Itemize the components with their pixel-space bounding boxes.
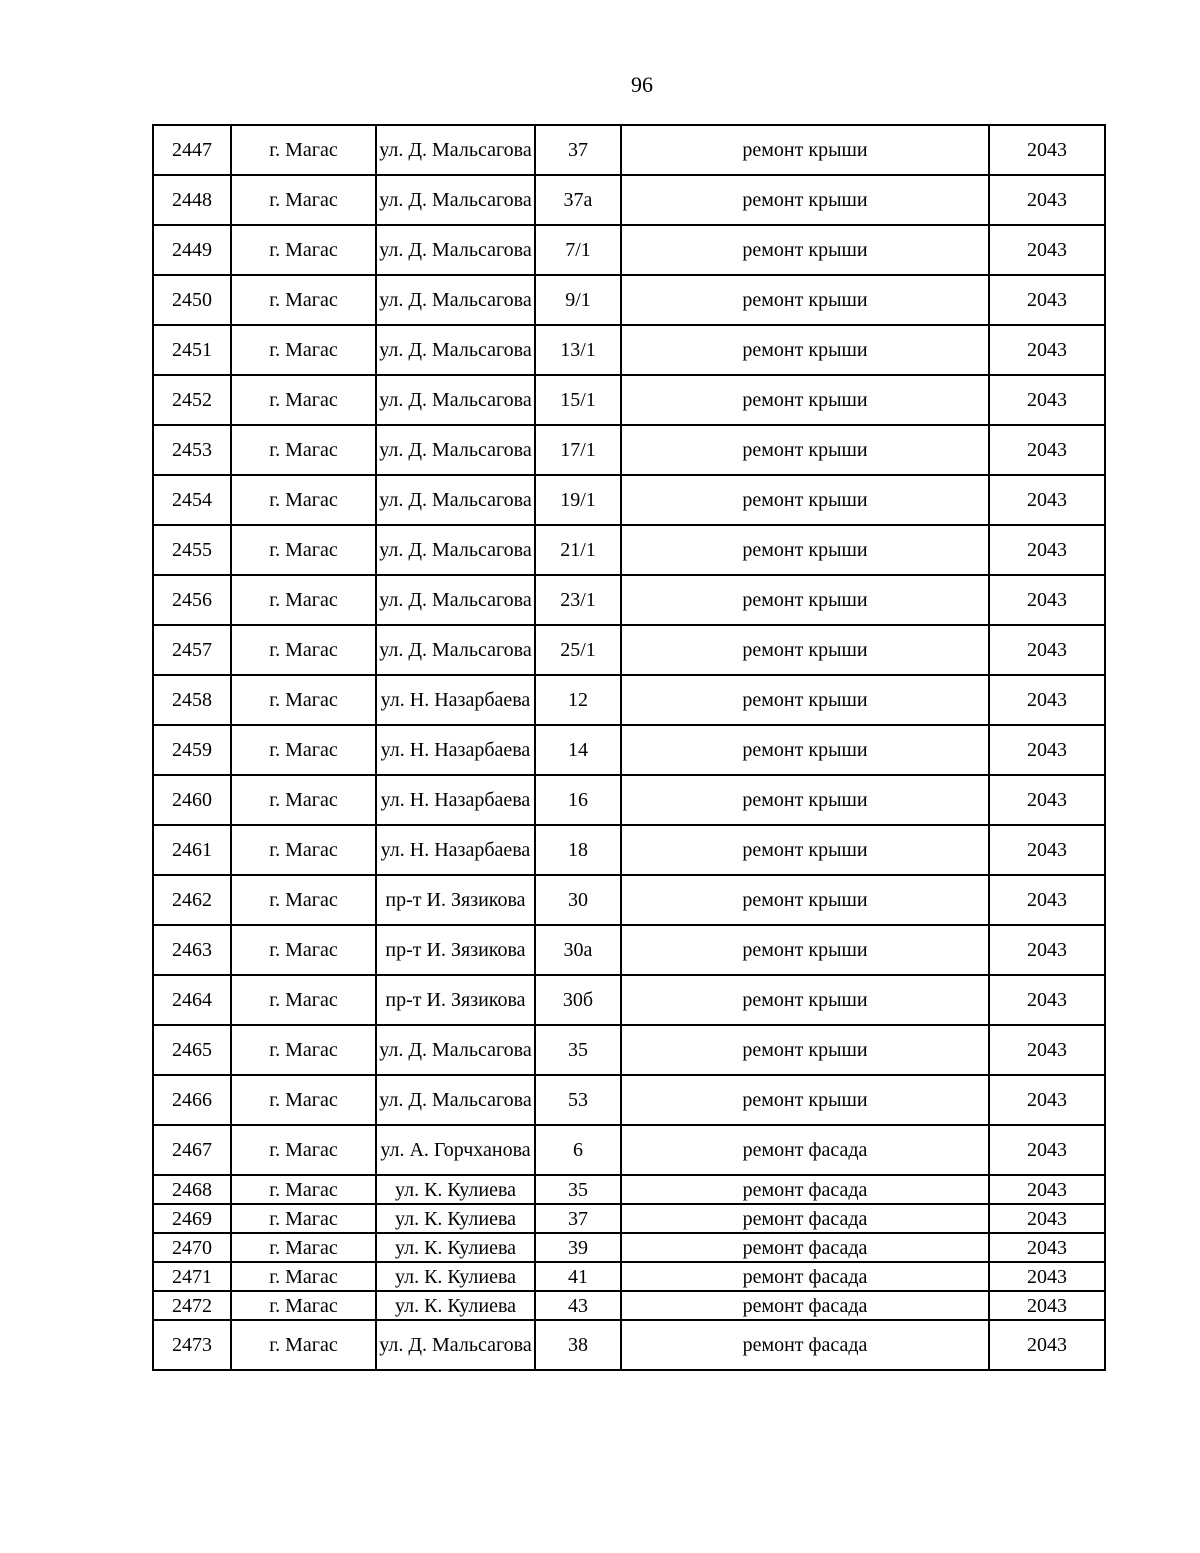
city-cell: г. Магас <box>231 1204 376 1233</box>
street-cell: ул. К. Кулиева <box>376 1233 535 1262</box>
street-cell: ул. Д. Мальсагова <box>376 525 535 575</box>
year-cell: 2043 <box>989 425 1105 475</box>
table-row <box>153 525 1105 575</box>
row-number-cell: 2462 <box>153 875 231 925</box>
work-type-cell: ремонт крыши <box>621 725 989 775</box>
city-cell: г. Магас <box>231 275 376 325</box>
city-cell: г. Магас <box>231 1075 376 1125</box>
table-row <box>153 375 1105 425</box>
table-row <box>153 1291 1105 1320</box>
table-row <box>153 1204 1105 1233</box>
work-type-cell: ремонт крыши <box>621 825 989 875</box>
year-cell: 2043 <box>989 1262 1105 1291</box>
street-cell: ул. К. Кулиева <box>376 1262 535 1291</box>
city-cell: г. Магас <box>231 1320 376 1370</box>
house-number-cell: 35 <box>535 1175 621 1204</box>
house-number-cell: 7/1 <box>535 225 621 275</box>
work-type-cell: ремонт крыши <box>621 925 989 975</box>
house-number-cell: 21/1 <box>535 525 621 575</box>
row-number-cell: 2471 <box>153 1262 231 1291</box>
work-type-cell: ремонт крыши <box>621 175 989 225</box>
year-cell: 2043 <box>989 625 1105 675</box>
row-number-cell: 2460 <box>153 775 231 825</box>
city-cell: г. Магас <box>231 525 376 575</box>
city-cell: г. Магас <box>231 825 376 875</box>
table-row <box>153 925 1105 975</box>
city-cell: г. Магас <box>231 1291 376 1320</box>
table-row <box>153 425 1105 475</box>
work-type-cell: ремонт крыши <box>621 875 989 925</box>
house-number-cell: 12 <box>535 675 621 725</box>
city-cell: г. Магас <box>231 1025 376 1075</box>
city-cell: г. Магас <box>231 425 376 475</box>
row-number-cell: 2458 <box>153 675 231 725</box>
table-row <box>153 125 1105 175</box>
work-type-cell: ремонт крыши <box>621 975 989 1025</box>
year-cell: 2043 <box>989 925 1105 975</box>
street-cell: ул. Д. Мальсагова <box>376 225 535 275</box>
city-cell: г. Магас <box>231 875 376 925</box>
city-cell: г. Магас <box>231 675 376 725</box>
table-body <box>153 125 1105 1370</box>
year-cell: 2043 <box>989 125 1105 175</box>
row-number-cell: 2468 <box>153 1175 231 1204</box>
year-cell: 2043 <box>989 725 1105 775</box>
year-cell: 2043 <box>989 1291 1105 1320</box>
street-cell: ул. К. Кулиева <box>376 1291 535 1320</box>
table-row <box>153 675 1105 725</box>
year-cell: 2043 <box>989 525 1105 575</box>
year-cell: 2043 <box>989 275 1105 325</box>
work-type-cell: ремонт крыши <box>621 1025 989 1075</box>
table-row <box>153 725 1105 775</box>
house-number-cell: 43 <box>535 1291 621 1320</box>
house-number-cell: 53 <box>535 1075 621 1125</box>
city-cell: г. Магас <box>231 475 376 525</box>
city-cell: г. Магас <box>231 625 376 675</box>
house-number-cell: 18 <box>535 825 621 875</box>
row-number-cell: 2464 <box>153 975 231 1025</box>
work-type-cell: ремонт фасада <box>621 1125 989 1175</box>
work-type-cell: ремонт крыши <box>621 125 989 175</box>
street-cell: ул. Д. Мальсагова <box>376 275 535 325</box>
street-cell: ул. Д. Мальсагова <box>376 175 535 225</box>
work-type-cell: ремонт фасада <box>621 1262 989 1291</box>
year-cell: 2043 <box>989 1204 1105 1233</box>
house-number-cell: 23/1 <box>535 575 621 625</box>
row-number-cell: 2449 <box>153 225 231 275</box>
row-number-cell: 2451 <box>153 325 231 375</box>
year-cell: 2043 <box>989 325 1105 375</box>
street-cell: пр-т И. Зязикова <box>376 975 535 1025</box>
work-type-cell: ремонт крыши <box>621 1075 989 1125</box>
table-row <box>153 475 1105 525</box>
table-row <box>153 625 1105 675</box>
year-cell: 2043 <box>989 875 1105 925</box>
table-row <box>153 1025 1105 1075</box>
street-cell: ул. Д. Мальсагова <box>376 1075 535 1125</box>
street-cell: ул. Д. Мальсагова <box>376 375 535 425</box>
row-number-cell: 2455 <box>153 525 231 575</box>
year-cell: 2043 <box>989 1320 1105 1370</box>
year-cell: 2043 <box>989 175 1105 225</box>
work-type-cell: ремонт крыши <box>621 425 989 475</box>
street-cell: ул. Н. Назарбаева <box>376 775 535 825</box>
year-cell: 2043 <box>989 1125 1105 1175</box>
street-cell: ул. Н. Назарбаева <box>376 675 535 725</box>
row-number-cell: 2467 <box>153 1125 231 1175</box>
year-cell: 2043 <box>989 975 1105 1025</box>
house-number-cell: 41 <box>535 1262 621 1291</box>
table-row <box>153 175 1105 225</box>
row-number-cell: 2461 <box>153 825 231 875</box>
work-type-cell: ремонт фасада <box>621 1233 989 1262</box>
street-cell: ул. А. Горчханова <box>376 1125 535 1175</box>
row-number-cell: 2473 <box>153 1320 231 1370</box>
year-cell: 2043 <box>989 675 1105 725</box>
table-row <box>153 1075 1105 1125</box>
house-number-cell: 13/1 <box>535 325 621 375</box>
city-cell: г. Магас <box>231 1125 376 1175</box>
street-cell: ул. Н. Назарбаева <box>376 725 535 775</box>
row-number-cell: 2470 <box>153 1233 231 1262</box>
row-number-cell: 2472 <box>153 1291 231 1320</box>
street-cell: ул. Д. Мальсагова <box>376 425 535 475</box>
house-number-cell: 38 <box>535 1320 621 1370</box>
work-type-cell: ремонт крыши <box>621 575 989 625</box>
city-cell: г. Магас <box>231 225 376 275</box>
work-type-cell: ремонт крыши <box>621 225 989 275</box>
table-row <box>153 975 1105 1025</box>
street-cell: ул. Н. Назарбаева <box>376 825 535 875</box>
house-number-cell: 9/1 <box>535 275 621 325</box>
street-cell: ул. Д. Мальсагова <box>376 1320 535 1370</box>
work-type-cell: ремонт крыши <box>621 525 989 575</box>
row-number-cell: 2450 <box>153 275 231 325</box>
house-number-cell: 37 <box>535 1204 621 1233</box>
row-number-cell: 2453 <box>153 425 231 475</box>
row-number-cell: 2459 <box>153 725 231 775</box>
house-number-cell: 37 <box>535 125 621 175</box>
house-number-cell: 37а <box>535 175 621 225</box>
street-cell: ул. Д. Мальсагова <box>376 1025 535 1075</box>
table-row <box>153 1262 1105 1291</box>
city-cell: г. Магас <box>231 175 376 225</box>
street-cell: пр-т И. Зязикова <box>376 925 535 975</box>
row-number-cell: 2452 <box>153 375 231 425</box>
row-number-cell: 2466 <box>153 1075 231 1125</box>
table-row <box>153 1125 1105 1175</box>
table-row <box>153 225 1105 275</box>
street-cell: ул. Д. Мальсагова <box>376 325 535 375</box>
work-type-cell: ремонт фасада <box>621 1320 989 1370</box>
house-number-cell: 15/1 <box>535 375 621 425</box>
work-type-cell: ремонт фасада <box>621 1204 989 1233</box>
work-type-cell: ремонт крыши <box>621 375 989 425</box>
row-number-cell: 2463 <box>153 925 231 975</box>
city-cell: г. Магас <box>231 1175 376 1204</box>
year-cell: 2043 <box>989 1233 1105 1262</box>
row-number-cell: 2456 <box>153 575 231 625</box>
street-cell: пр-т И. Зязикова <box>376 875 535 925</box>
house-number-cell: 30 <box>535 875 621 925</box>
work-type-cell: ремонт фасада <box>621 1291 989 1320</box>
work-type-cell: ремонт крыши <box>621 775 989 825</box>
street-cell: ул. К. Кулиева <box>376 1204 535 1233</box>
year-cell: 2043 <box>989 1025 1105 1075</box>
city-cell: г. Магас <box>231 325 376 375</box>
house-number-cell: 30б <box>535 975 621 1025</box>
repair-schedule-table <box>152 124 1106 1371</box>
year-cell: 2043 <box>989 225 1105 275</box>
city-cell: г. Магас <box>231 975 376 1025</box>
house-number-cell: 25/1 <box>535 625 621 675</box>
year-cell: 2043 <box>989 475 1105 525</box>
row-number-cell: 2448 <box>153 175 231 225</box>
table-row <box>153 575 1105 625</box>
street-cell: ул. Д. Мальсагова <box>376 125 535 175</box>
row-number-cell: 2454 <box>153 475 231 525</box>
table-row <box>153 325 1105 375</box>
table-row <box>153 875 1105 925</box>
row-number-cell: 2447 <box>153 125 231 175</box>
row-number-cell: 2457 <box>153 625 231 675</box>
table-row <box>153 825 1105 875</box>
house-number-cell: 14 <box>535 725 621 775</box>
house-number-cell: 19/1 <box>535 475 621 525</box>
table-row <box>153 1175 1105 1204</box>
street-cell: ул. Д. Мальсагова <box>376 475 535 525</box>
year-cell: 2043 <box>989 825 1105 875</box>
work-type-cell: ремонт крыши <box>621 275 989 325</box>
table-row <box>153 1233 1105 1262</box>
work-type-cell: ремонт крыши <box>621 625 989 675</box>
city-cell: г. Магас <box>231 125 376 175</box>
street-cell: ул. Д. Мальсагова <box>376 625 535 675</box>
table-row <box>153 1320 1105 1370</box>
table-row <box>153 775 1105 825</box>
row-number-cell: 2465 <box>153 1025 231 1075</box>
house-number-cell: 6 <box>535 1125 621 1175</box>
year-cell: 2043 <box>989 575 1105 625</box>
page-number: 96 <box>631 72 653 97</box>
work-type-cell: ремонт крыши <box>621 675 989 725</box>
house-number-cell: 16 <box>535 775 621 825</box>
house-number-cell: 35 <box>535 1025 621 1075</box>
year-cell: 2043 <box>989 1075 1105 1125</box>
work-type-cell: ремонт фасада <box>621 1175 989 1204</box>
city-cell: г. Магас <box>231 925 376 975</box>
work-type-cell: ремонт крыши <box>621 475 989 525</box>
year-cell: 2043 <box>989 775 1105 825</box>
table-row <box>153 275 1105 325</box>
street-cell: ул. Д. Мальсагова <box>376 575 535 625</box>
year-cell: 2043 <box>989 1175 1105 1204</box>
house-number-cell: 30а <box>535 925 621 975</box>
city-cell: г. Магас <box>231 725 376 775</box>
year-cell: 2043 <box>989 375 1105 425</box>
house-number-cell: 39 <box>535 1233 621 1262</box>
city-cell: г. Магас <box>231 1262 376 1291</box>
city-cell: г. Магас <box>231 375 376 425</box>
work-type-cell: ремонт крыши <box>621 325 989 375</box>
street-cell: ул. К. Кулиева <box>376 1175 535 1204</box>
city-cell: г. Магас <box>231 775 376 825</box>
house-number-cell: 17/1 <box>535 425 621 475</box>
city-cell: г. Магас <box>231 575 376 625</box>
city-cell: г. Магас <box>231 1233 376 1262</box>
row-number-cell: 2469 <box>153 1204 231 1233</box>
